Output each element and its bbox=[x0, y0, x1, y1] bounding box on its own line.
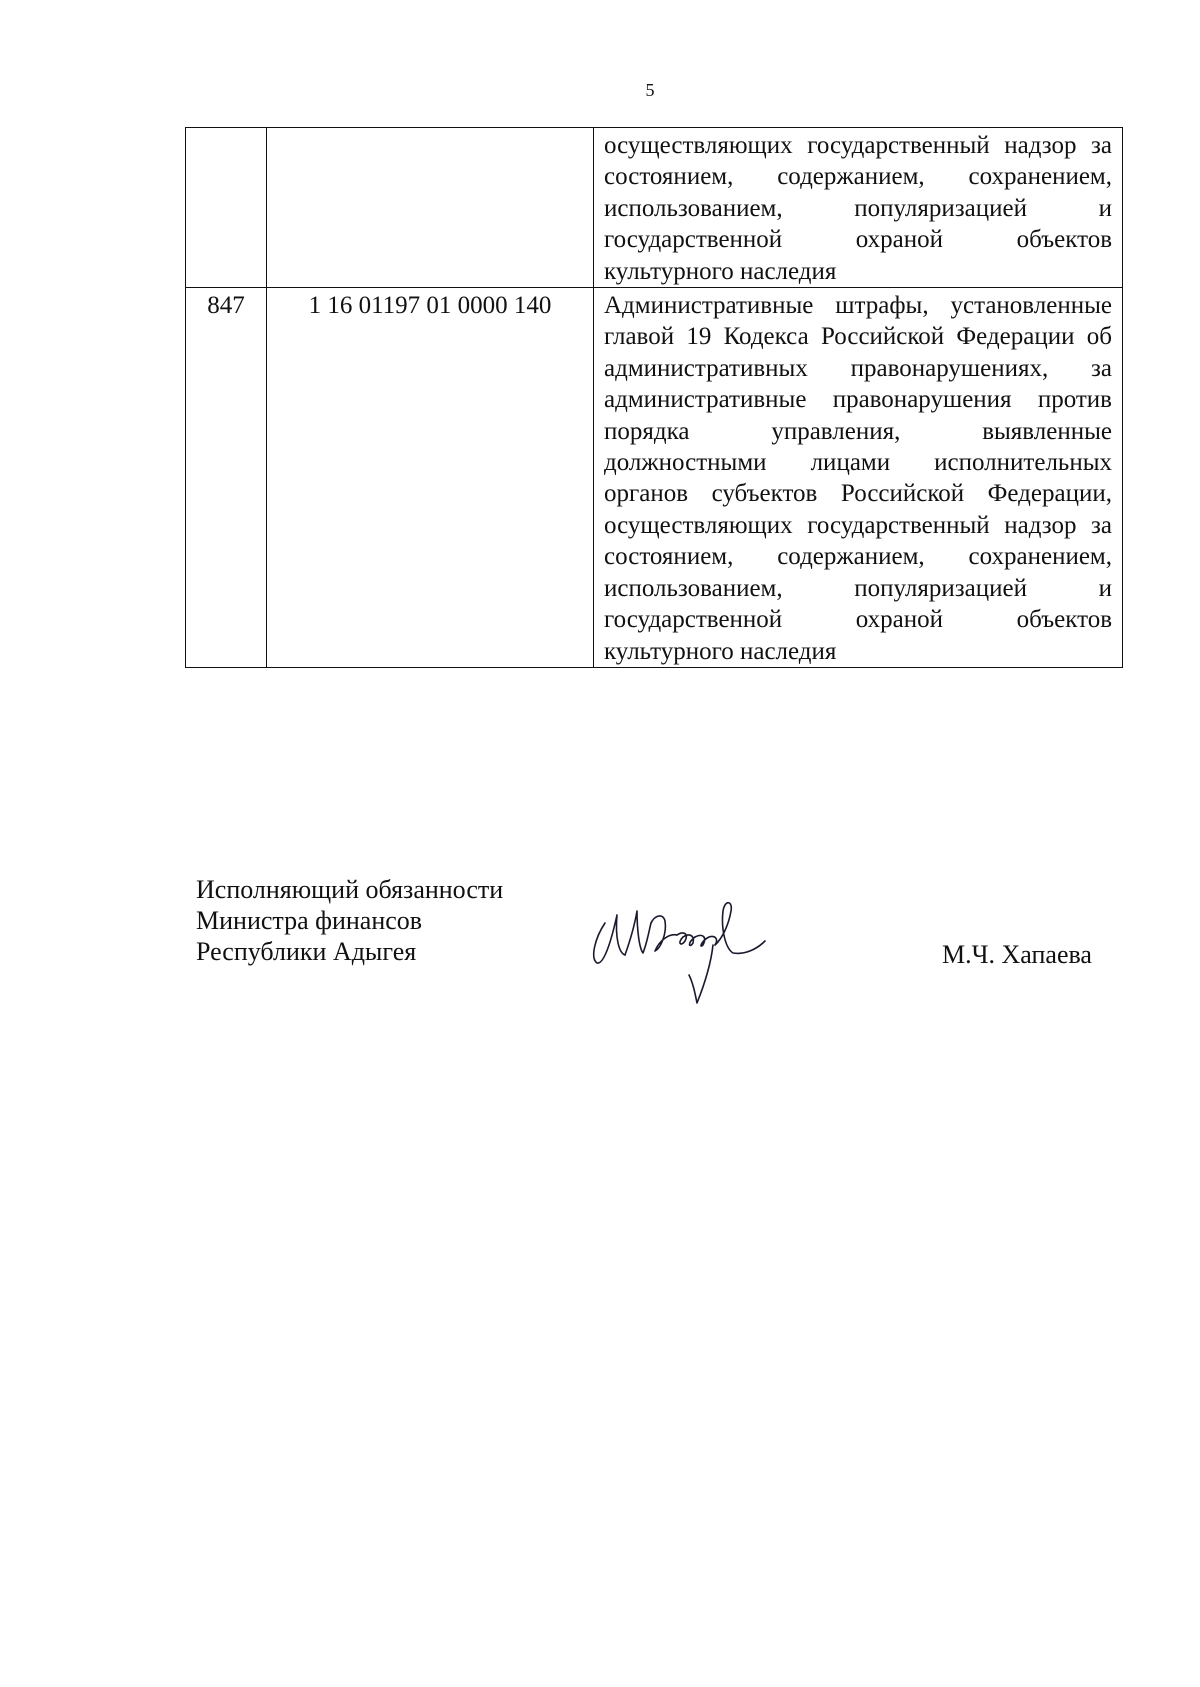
description-cell: осуществляющих государственный надзор за состоянием, содержанием, сохранением, использованием, популяризацией и государственной охраной объектов культурного наследия bbox=[594, 128, 1123, 288]
kbk-code-cell: 1 16 01197 01 0000 140 bbox=[267, 288, 594, 668]
signer-position-line: Министра финансов bbox=[196, 906, 423, 935]
admin-code-cell bbox=[186, 128, 267, 288]
signer-name: М.Ч. Хапаева bbox=[942, 940, 1092, 969]
signer-position bbox=[196, 874, 503, 967]
kbk-code-cell bbox=[267, 128, 594, 288]
signer-position-line: Исполняющий обязанности bbox=[196, 875, 504, 904]
budget-codes-table bbox=[185, 127, 1123, 668]
description-cell: Административные штрафы, установленные главой 19 Кодекса Российской Федерации об административных правонарушениях, за административные правонарушения против порядка управления, выявленные должностными лицами исполнительных органов субъектов Российской Федерации, осуществляющих государственный надзор за состоянием, содержанием, сохранением, использованием, популяризацией и государственной охраной объектов культурного наследия bbox=[594, 288, 1123, 668]
handwritten-signature bbox=[585, 893, 775, 1013]
signer-position-line: Республики Адыгея bbox=[196, 937, 417, 966]
table-row bbox=[186, 128, 1123, 288]
table-row bbox=[186, 288, 1123, 668]
page-number: 5 bbox=[645, 80, 655, 100]
admin-code-cell: 847 bbox=[186, 288, 267, 668]
